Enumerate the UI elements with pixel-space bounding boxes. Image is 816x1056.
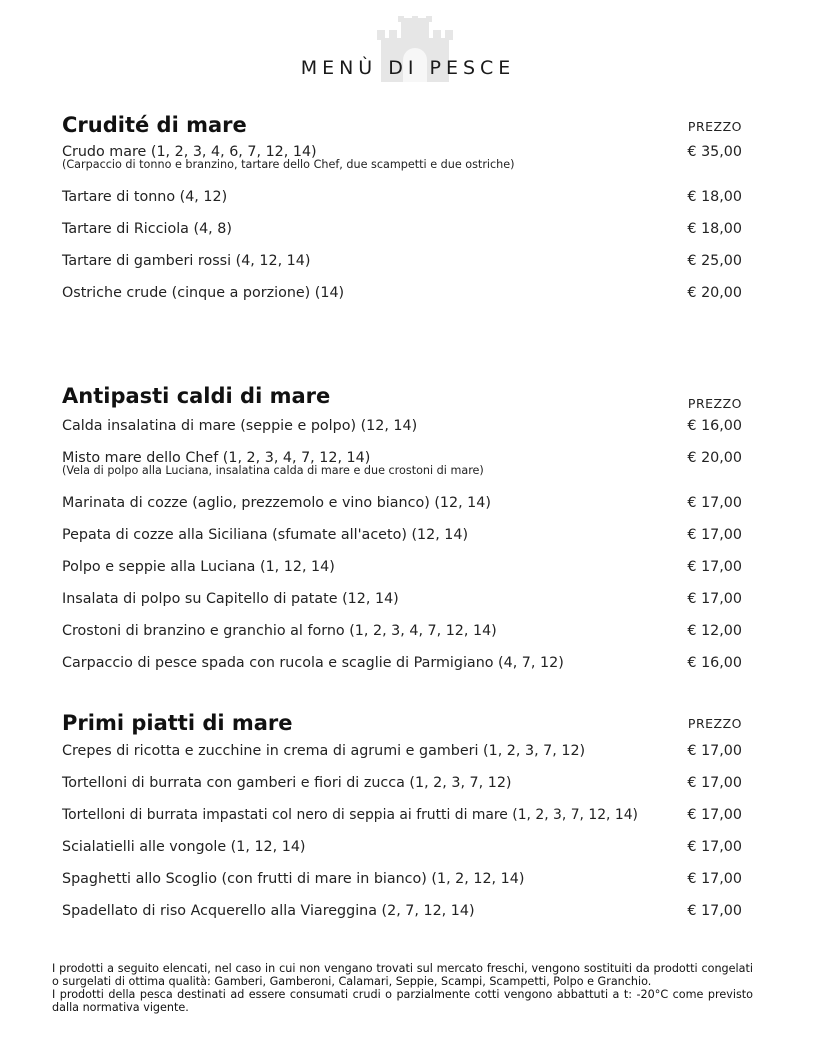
allergen-footnote [52,962,753,1014]
price-column-header: PREZZO [687,396,742,411]
menu-item [62,144,752,189]
item-name: Pepata di cozze alla Siciliana (sfumate all'aceto) (12, 14) [62,527,469,543]
item-price: € 12,00 [687,623,742,639]
item-name: Tartare di tonno (4, 12) [62,189,228,205]
item-name: Tartare di Ricciola (4, 8) [62,221,232,237]
item-price: € 17,00 [687,591,742,607]
price-column-header: PREZZO [687,716,742,731]
menu-item [62,418,752,450]
item-price: € 17,00 [687,743,742,759]
item-name: Ostriche crude (cinque a porzione) (14) [62,285,345,301]
section-crudite [62,113,752,317]
item-price: € 35,00 [687,144,742,160]
item-name: Marinata di cozze (aglio, prezzemolo e vino bianco) (12, 14) [62,495,491,511]
item-name: Tortelloni di burrata con gamberi e fiori di zucca (1, 2, 3, 7, 12) [62,775,512,791]
menu-item [62,591,752,623]
item-name: Crostoni di branzino e granchio al forno (1, 2, 3, 4, 7, 12, 14) [62,623,497,639]
menu-item [62,527,752,559]
menu-item [62,775,752,807]
menu-item [62,253,752,285]
price-column-header: PREZZO [687,119,742,134]
item-price: € 18,00 [687,221,742,237]
item-name: Crepes di ricotta e zucchine in crema di agrumi e gamberi (1, 2, 3, 7, 12) [62,743,586,759]
item-price: € 16,00 [687,655,742,671]
item-note: (Vela di polpo alla Luciana, insalatina calda di mare e due crostoni di mare) [62,464,484,477]
item-price: € 20,00 [687,450,742,466]
menu-item [62,221,752,253]
menu-item [62,839,752,871]
item-note: (Carpaccio di tonno e branzino, tartare dello Chef, due scampetti e due ostriche) [62,158,515,171]
section-header [62,711,752,743]
section-header [62,113,752,144]
item-price: € 20,00 [687,285,742,301]
item-price: € 17,00 [687,839,742,855]
item-price: € 17,00 [687,903,742,919]
menu-item [62,495,752,527]
item-name: Spadellato di riso Acquerello alla Viareggina (2, 7, 12, 14) [62,903,475,919]
item-name: Crudo mare (1, 2, 3, 4, 6, 7, 12, 14) [62,144,317,160]
item-name: Calda insalatina di mare (seppie e polpo) (12, 14) [62,418,418,434]
item-price: € 17,00 [687,775,742,791]
section-title: Primi piatti di mare [62,711,293,735]
section-header [62,384,752,418]
menu-item [62,743,752,775]
menu-item [62,623,752,655]
menu-item [62,903,752,935]
menu-item [62,450,752,495]
menu-item [62,285,752,317]
section-primi [62,711,752,935]
item-price: € 18,00 [687,189,742,205]
item-name: Misto mare dello Chef (1, 2, 3, 4, 7, 12, 14) [62,450,371,466]
menu-item [62,189,752,221]
menu-item [62,655,752,687]
menu-item [62,559,752,591]
item-name: Tartare di gamberi rossi (4, 12, 14) [62,253,311,269]
item-price: € 17,00 [687,495,742,511]
menu-item [62,871,752,903]
page-title: MENÙ DI PESCE [300,57,516,79]
menu-item [62,807,752,839]
section-title: Crudité di mare [62,113,247,137]
section-title: Antipasti caldi di mare [62,384,331,408]
item-price: € 17,00 [687,807,742,823]
footnote-raw-fish-treatment: I prodotti della pesca destinati ad essere consumati crudi o parzialmente cotti vengono abbattuti a t: -20°C come previsto dalla normativa vigente. [52,988,753,1014]
item-price: € 16,00 [687,418,742,434]
footnote-frozen-products: I prodotti a seguito elencati, nel caso in cui non vengano trovati sul mercato freschi, vengono sostituiti da prodotti congelati o surgelati di ottima qualità: Gamberi, Gamberoni, Calamari, Seppie, Scampi, Scampetti, Polpo e Granchio. [52,962,753,988]
item-price: € 25,00 [687,253,742,269]
item-name: Insalata di polpo su Capitello di patate (12, 14) [62,591,399,607]
item-price: € 17,00 [687,527,742,543]
item-price: € 17,00 [687,559,742,575]
item-name: Carpaccio di pesce spada con rucola e scaglie di Parmigiano (4, 7, 12) [62,655,564,671]
item-name: Spaghetti allo Scoglio (con frutti di mare in bianco) (1, 2, 12, 14) [62,871,525,887]
item-name: Polpo e seppie alla Luciana (1, 12, 14) [62,559,335,575]
section-antipasti [62,384,752,687]
item-price: € 17,00 [687,871,742,887]
item-name: Scialatielli alle vongole (1, 12, 14) [62,839,306,855]
item-name: Tortelloni di burrata impastati col nero di seppia ai frutti di mare (1, 2, 3, 7, 12, 14) [62,807,638,823]
